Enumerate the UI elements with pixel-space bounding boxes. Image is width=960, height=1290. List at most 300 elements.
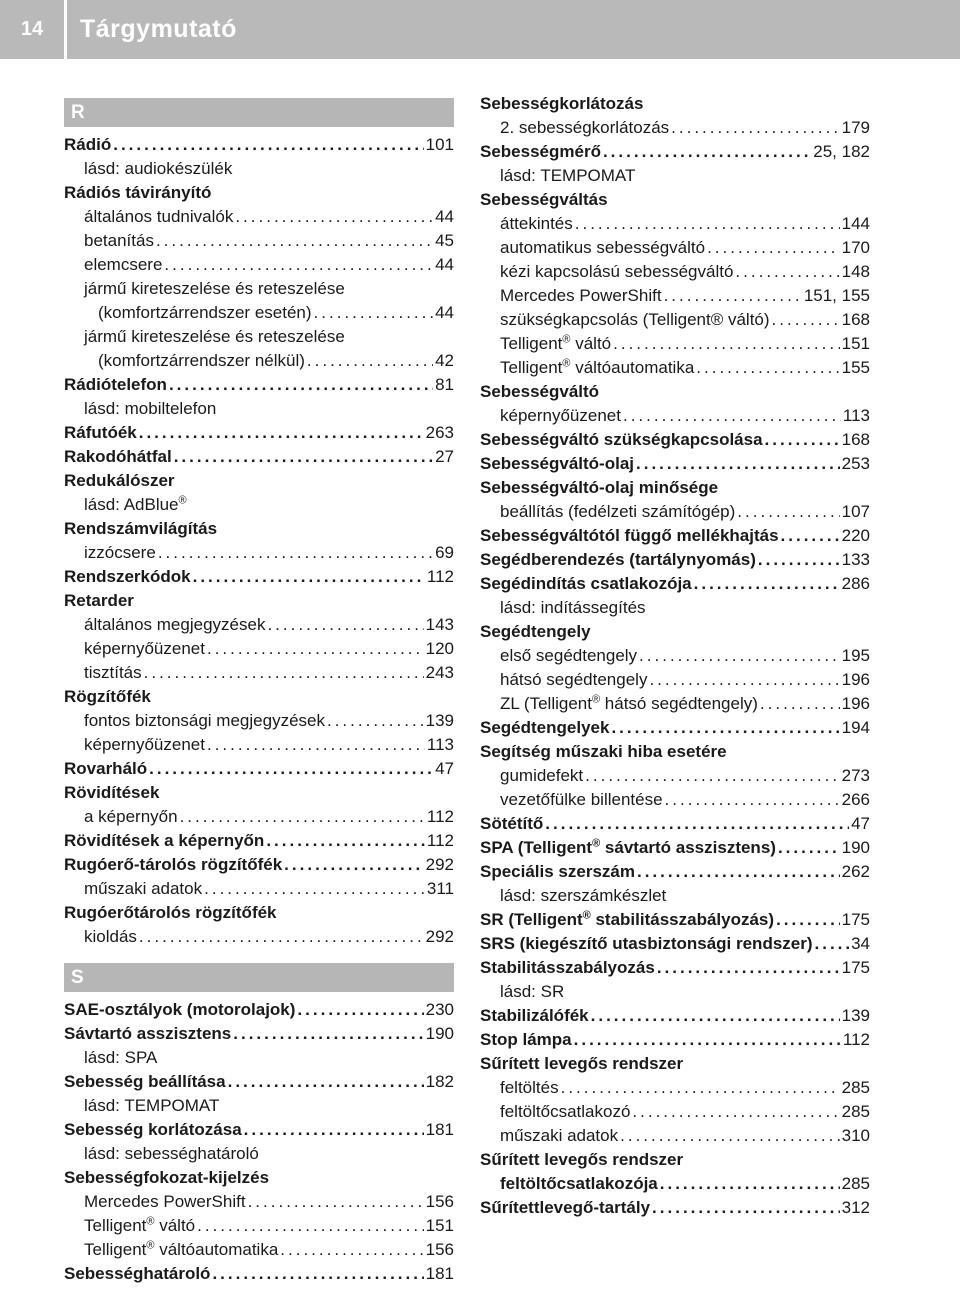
index-term-text: Sebességhatároló bbox=[64, 1264, 211, 1283]
index-entry[interactable] bbox=[64, 1214, 454, 1238]
index-entry[interactable] bbox=[64, 277, 454, 301]
index-term-text: vezetőfülke billentése bbox=[500, 790, 663, 809]
index-entry[interactable] bbox=[480, 740, 870, 764]
index-section-letter: R bbox=[64, 98, 454, 127]
index-term-text-cont: váltó bbox=[154, 1216, 196, 1235]
page-reference[interactable]: 151 bbox=[841, 334, 870, 353]
index-entry[interactable] bbox=[64, 469, 454, 493]
index-term-text-cont: váltó bbox=[570, 334, 612, 353]
dot-leader bbox=[665, 788, 840, 812]
index-entry[interactable] bbox=[64, 181, 454, 205]
index-entry[interactable] bbox=[480, 380, 870, 404]
index-entry[interactable] bbox=[480, 308, 870, 332]
index-term bbox=[84, 805, 178, 829]
dot-leader bbox=[623, 404, 841, 428]
dot-leader bbox=[636, 452, 840, 476]
index-entry[interactable] bbox=[64, 157, 454, 181]
index-entry[interactable] bbox=[480, 1100, 870, 1124]
page-reference[interactable]: 190 bbox=[425, 1024, 454, 1043]
dot-leader bbox=[758, 548, 840, 572]
index-entry[interactable] bbox=[64, 733, 454, 757]
index-entry[interactable] bbox=[64, 998, 454, 1022]
index-entry[interactable] bbox=[64, 205, 454, 229]
dot-leader bbox=[139, 925, 424, 949]
index-term bbox=[84, 1046, 157, 1070]
page-reference[interactable]: 285 bbox=[841, 1174, 870, 1193]
index-entry[interactable] bbox=[480, 332, 870, 356]
dot-leader bbox=[660, 1172, 840, 1196]
page-reference[interactable]: 286 bbox=[841, 574, 870, 593]
index-entry[interactable] bbox=[64, 1094, 454, 1118]
index-term bbox=[480, 548, 756, 572]
page-reference[interactable]: 112 bbox=[426, 567, 454, 586]
index-entry[interactable] bbox=[64, 253, 454, 277]
index-term bbox=[84, 157, 232, 181]
index-term bbox=[480, 1004, 589, 1028]
index-entry[interactable] bbox=[64, 349, 454, 373]
index-entry[interactable] bbox=[480, 812, 870, 836]
page-reference[interactable]: 168 bbox=[841, 310, 870, 329]
index-term bbox=[64, 1262, 210, 1286]
index-entry[interactable] bbox=[480, 260, 870, 284]
page-reference[interactable]: 292 bbox=[425, 927, 454, 946]
index-entry[interactable] bbox=[480, 476, 870, 500]
index-entry[interactable] bbox=[480, 692, 870, 716]
page-reference[interactable]: 263 bbox=[425, 423, 454, 442]
index-term-text-cont: hátsó segédtengely) bbox=[600, 694, 758, 713]
dot-leader bbox=[613, 332, 840, 356]
index-term-text: ZL (Telligent bbox=[500, 694, 592, 713]
page-reference[interactable]: 148 bbox=[841, 262, 870, 281]
page-reference[interactable]: 310 bbox=[841, 1126, 870, 1145]
page-reference[interactable]: 34 bbox=[851, 934, 870, 953]
index-term bbox=[480, 812, 543, 836]
index-entry[interactable] bbox=[64, 685, 454, 709]
page-number: 14 bbox=[20, 18, 44, 40]
page-reference[interactable]: 266 bbox=[841, 790, 870, 809]
page-reference[interactable]: 179 bbox=[841, 118, 870, 137]
index-column-right bbox=[480, 92, 870, 1220]
page-reference[interactable]: 139 bbox=[425, 711, 454, 730]
index-term-text: Segédindítás csatlakozója bbox=[480, 574, 692, 593]
index-entry[interactable] bbox=[64, 805, 454, 829]
index-term bbox=[500, 212, 573, 236]
index-column-left bbox=[64, 92, 454, 1286]
page-reference[interactable]: 113 bbox=[842, 406, 870, 425]
index-entry[interactable] bbox=[64, 637, 454, 661]
index-entry[interactable] bbox=[480, 116, 870, 140]
dot-leader bbox=[671, 116, 839, 140]
index-term-text: feltöltés bbox=[500, 1078, 559, 1097]
index-term bbox=[500, 596, 646, 620]
index-term bbox=[500, 500, 735, 524]
index-entry[interactable] bbox=[480, 1004, 870, 1028]
index-entry[interactable] bbox=[64, 1166, 454, 1190]
index-term bbox=[84, 661, 142, 685]
index-term bbox=[500, 1076, 559, 1100]
page-reference[interactable]: 112 bbox=[426, 831, 454, 850]
index-entry[interactable] bbox=[64, 853, 454, 877]
page-reference[interactable]: 107 bbox=[841, 502, 870, 521]
index-entry[interactable] bbox=[64, 661, 454, 685]
index-entry[interactable] bbox=[480, 524, 870, 548]
index-entry[interactable] bbox=[480, 188, 870, 212]
index-entry[interactable] bbox=[480, 1076, 870, 1100]
index-term-text: Stabilitásszabályozás bbox=[480, 958, 655, 977]
index-term-text-cont: váltóautomatika bbox=[570, 358, 695, 377]
page-reference[interactable]: 168 bbox=[841, 430, 870, 449]
index-term-text: általános megjegyzések bbox=[84, 615, 266, 634]
index-entry[interactable] bbox=[480, 1028, 870, 1052]
index-term-text: SAE-osztályok (motorolajok) bbox=[64, 1000, 296, 1019]
index-term bbox=[64, 421, 137, 445]
index-entry[interactable] bbox=[480, 716, 870, 740]
dot-leader bbox=[632, 1100, 839, 1124]
index-term-text: lásd: TEMPOMAT bbox=[84, 1096, 220, 1115]
index-term bbox=[480, 380, 599, 404]
header-divider bbox=[64, 0, 67, 59]
index-term bbox=[64, 589, 134, 613]
page-reference[interactable]: 311 bbox=[426, 879, 454, 898]
index-entry[interactable] bbox=[480, 356, 870, 380]
index-term-text: Sebességfokozat-kijelzés bbox=[64, 1168, 270, 1187]
index-entry[interactable] bbox=[480, 980, 870, 1004]
page-reference[interactable]: 170 bbox=[841, 238, 870, 257]
index-term bbox=[64, 373, 167, 397]
page-reference[interactable]: 27 bbox=[435, 447, 454, 466]
index-entry[interactable] bbox=[64, 781, 454, 805]
index-term bbox=[500, 1172, 658, 1196]
dot-leader bbox=[327, 709, 424, 733]
dot-leader bbox=[297, 998, 423, 1022]
index-entry[interactable] bbox=[480, 620, 870, 644]
page-reference[interactable]: 182 bbox=[425, 1072, 454, 1091]
page-reference[interactable]: 194 bbox=[841, 718, 870, 737]
index-entry[interactable] bbox=[64, 757, 454, 781]
index-term-text: Rádiótelefon bbox=[64, 375, 167, 394]
index-term-text: feltöltőcsatlakozó bbox=[500, 1102, 631, 1121]
index-term-text: automatikus sebességváltó bbox=[500, 238, 706, 257]
index-entry[interactable] bbox=[64, 877, 454, 901]
index-term-text: Retarder bbox=[64, 591, 134, 610]
index-term-text: Sebesség korlátozása bbox=[64, 1120, 242, 1139]
index-entry[interactable] bbox=[480, 284, 870, 308]
registered-mark: ® bbox=[592, 837, 601, 850]
dot-leader bbox=[735, 260, 839, 284]
dot-leader bbox=[696, 356, 839, 380]
page-reference[interactable]: 195 bbox=[841, 646, 870, 665]
page-reference[interactable]: 196 bbox=[841, 694, 870, 713]
page-reference[interactable]: 144 bbox=[841, 214, 870, 233]
index-term-text: Rendszerkódok bbox=[64, 567, 191, 586]
index-entry[interactable] bbox=[64, 1046, 454, 1070]
index-entry[interactable] bbox=[480, 668, 870, 692]
index-entry[interactable] bbox=[64, 1022, 454, 1046]
index-entry[interactable] bbox=[64, 229, 454, 253]
index-term bbox=[84, 493, 187, 517]
index-term-text: Sebességváltó-olaj minősége bbox=[480, 478, 719, 497]
index-entry[interactable] bbox=[64, 445, 454, 469]
dot-leader bbox=[778, 836, 840, 860]
index-entry[interactable] bbox=[64, 709, 454, 733]
dot-leader bbox=[280, 1238, 423, 1262]
index-term-text: Sebességmérő bbox=[480, 142, 601, 161]
index-entry[interactable] bbox=[480, 644, 870, 668]
page-reference[interactable]: 155 bbox=[841, 358, 870, 377]
index-term bbox=[480, 1196, 650, 1220]
index-term-text: Rögzítőfék bbox=[64, 687, 151, 706]
page-reference[interactable]: 151, 155 bbox=[803, 286, 870, 305]
index-term bbox=[500, 236, 705, 260]
page-reference[interactable]: 139 bbox=[841, 1006, 870, 1025]
index-entry[interactable] bbox=[480, 932, 870, 956]
index-term bbox=[64, 781, 159, 805]
index-term bbox=[500, 644, 637, 668]
page-reference[interactable]: 81 bbox=[435, 375, 454, 394]
index-term-text: Rövidítések bbox=[64, 783, 160, 802]
index-term-text: általános tudnivalók bbox=[84, 207, 234, 226]
index-term-text: áttekintés bbox=[500, 214, 573, 233]
index-entry[interactable] bbox=[64, 1238, 454, 1262]
index-entry[interactable] bbox=[480, 92, 870, 116]
page-reference[interactable]: 196 bbox=[841, 670, 870, 689]
index-term-text: Rugóerő-tárolós rögzítőfék bbox=[64, 855, 283, 874]
index-entry[interactable] bbox=[64, 1118, 454, 1142]
index-term-text: Mercedes PowerShift bbox=[84, 1192, 246, 1211]
index-term bbox=[500, 692, 758, 716]
page-reference[interactable]: 151 bbox=[425, 1216, 454, 1235]
index-entry[interactable] bbox=[64, 373, 454, 397]
dot-leader bbox=[561, 1076, 840, 1100]
index-term bbox=[480, 860, 635, 884]
index-entry[interactable] bbox=[64, 925, 454, 949]
index-entry[interactable] bbox=[480, 1196, 870, 1220]
dot-leader bbox=[212, 1262, 423, 1286]
index-entry[interactable] bbox=[480, 884, 870, 908]
index-term bbox=[84, 397, 216, 421]
page-reference[interactable]: 47 bbox=[435, 759, 454, 778]
registered-mark: ® bbox=[146, 1215, 155, 1228]
page-reference[interactable]: 230 bbox=[425, 1000, 454, 1019]
index-entry[interactable] bbox=[480, 956, 870, 980]
index-term bbox=[64, 469, 175, 493]
page-reference[interactable]: 262 bbox=[841, 862, 870, 881]
index-term-text: kioldás bbox=[84, 927, 137, 946]
page-reference[interactable]: 42 bbox=[435, 351, 454, 370]
index-entry[interactable] bbox=[64, 565, 454, 589]
page-reference[interactable]: 175 bbox=[841, 958, 870, 977]
index-term-text: lásd: szerszámkészlet bbox=[500, 886, 667, 905]
registered-mark: ® bbox=[146, 1239, 155, 1252]
index-entry[interactable] bbox=[480, 428, 870, 452]
page-reference[interactable]: 133 bbox=[841, 550, 870, 569]
index-entry[interactable] bbox=[64, 613, 454, 637]
index-term-text: képernyőüzenet bbox=[84, 639, 205, 658]
index-term bbox=[84, 733, 205, 757]
index-entry[interactable] bbox=[64, 1070, 454, 1094]
index-entry[interactable] bbox=[64, 589, 454, 613]
index-term bbox=[480, 836, 776, 860]
index-entry[interactable] bbox=[480, 836, 870, 860]
index-term-text: Sebességváltó bbox=[480, 382, 600, 401]
index-term bbox=[480, 524, 779, 548]
index-entry[interactable] bbox=[480, 548, 870, 572]
dot-leader bbox=[314, 301, 434, 325]
index-entry[interactable] bbox=[64, 1190, 454, 1214]
index-term-text: Sebességkorlátozás bbox=[480, 94, 644, 113]
index-entry[interactable] bbox=[480, 1148, 870, 1172]
index-entry[interactable] bbox=[480, 236, 870, 260]
index-term-text-cont: váltóautomatika bbox=[154, 1240, 279, 1259]
index-term-text: Rugóerőtárolós rögzítőfék bbox=[64, 903, 277, 922]
dot-leader bbox=[164, 253, 433, 277]
index-entry[interactable] bbox=[64, 301, 454, 325]
index-entry[interactable] bbox=[480, 572, 870, 596]
dot-leader bbox=[174, 445, 433, 469]
index-term bbox=[500, 308, 770, 332]
dot-leader bbox=[144, 661, 424, 685]
index-entry[interactable] bbox=[480, 212, 870, 236]
index-term-text: Redukálószer bbox=[64, 471, 175, 490]
index-term-text: tisztítás bbox=[84, 663, 142, 682]
index-term bbox=[480, 740, 727, 764]
page-reference[interactable]: 69 bbox=[435, 543, 454, 562]
page-reference[interactable]: 101 bbox=[425, 135, 454, 154]
page-reference[interactable]: 292 bbox=[425, 855, 454, 874]
index-term-text: Ráfutóék bbox=[64, 423, 137, 442]
index-entry[interactable] bbox=[480, 908, 870, 932]
index-entry[interactable] bbox=[64, 829, 454, 853]
index-term-text: lásd: indítássegítés bbox=[500, 598, 646, 617]
index-term-text: lásd: mobiltelefon bbox=[84, 399, 217, 418]
index-term-text: elemcsere bbox=[84, 255, 163, 274]
index-term-text: Segédberendezés (tartálynyomás) bbox=[480, 550, 756, 569]
index-term bbox=[64, 517, 217, 541]
index-entry[interactable] bbox=[480, 860, 870, 884]
index-term bbox=[500, 1124, 618, 1148]
index-entry[interactable] bbox=[480, 788, 870, 812]
dot-leader bbox=[207, 637, 424, 661]
index-term bbox=[500, 980, 564, 1004]
index-term bbox=[500, 332, 611, 356]
index-term-text: lásd: AdBlue bbox=[84, 495, 179, 514]
index-term-text: Rádió bbox=[64, 135, 112, 154]
page-reference[interactable]: 47 bbox=[851, 814, 870, 833]
index-entry[interactable] bbox=[480, 452, 870, 476]
dot-leader bbox=[765, 428, 840, 452]
dot-leader bbox=[113, 133, 423, 157]
index-entry[interactable] bbox=[480, 596, 870, 620]
dot-leader bbox=[585, 764, 839, 788]
page-reference[interactable]: 273 bbox=[841, 766, 870, 785]
index-entry[interactable] bbox=[64, 421, 454, 445]
index-term bbox=[500, 788, 663, 812]
index-section-letter: S bbox=[64, 963, 454, 992]
index-term bbox=[480, 140, 601, 164]
index-entry[interactable] bbox=[480, 500, 870, 524]
page-reference[interactable]: 220 bbox=[841, 526, 870, 545]
index-term bbox=[64, 853, 282, 877]
index-term-text: izzócsere bbox=[84, 543, 156, 562]
index-term bbox=[84, 1094, 219, 1118]
index-term-text: első segédtengely bbox=[500, 646, 638, 665]
index-entry[interactable] bbox=[64, 517, 454, 541]
page-reference[interactable]: 181 bbox=[425, 1120, 454, 1139]
page-reference[interactable]: 312 bbox=[841, 1198, 870, 1217]
index-term-text: Rakodóhátfal bbox=[64, 447, 172, 466]
dot-leader bbox=[139, 421, 424, 445]
index-entry[interactable] bbox=[64, 397, 454, 421]
page-reference[interactable]: 44 bbox=[435, 255, 454, 274]
page-reference[interactable]: 243 bbox=[425, 663, 454, 682]
index-entry[interactable] bbox=[480, 1052, 870, 1076]
index-entry[interactable] bbox=[480, 404, 870, 428]
index-term bbox=[84, 277, 345, 301]
page-reference[interactable]: 156 bbox=[425, 1192, 454, 1211]
index-entry[interactable] bbox=[480, 764, 870, 788]
dot-leader bbox=[611, 716, 839, 740]
index-term-text: lásd: audiokészülék bbox=[84, 159, 233, 178]
page-reference[interactable]: 112 bbox=[426, 807, 454, 826]
page-reference[interactable]: 113 bbox=[426, 735, 454, 754]
index-term bbox=[84, 637, 205, 661]
index-term bbox=[64, 757, 147, 781]
page-reference[interactable]: 120 bbox=[425, 639, 454, 658]
page-reference[interactable]: 190 bbox=[841, 838, 870, 857]
index-entry[interactable] bbox=[64, 541, 454, 565]
dot-leader bbox=[776, 908, 840, 932]
index-entry[interactable] bbox=[64, 493, 454, 517]
index-entry[interactable] bbox=[64, 901, 454, 925]
page-reference[interactable]: 143 bbox=[425, 615, 454, 634]
page-reference[interactable]: 285 bbox=[841, 1102, 870, 1121]
index-term bbox=[480, 956, 655, 980]
index-entry[interactable] bbox=[480, 1124, 870, 1148]
page-reference[interactable]: 112 bbox=[842, 1030, 870, 1049]
index-term bbox=[84, 1238, 278, 1262]
index-entry[interactable] bbox=[64, 325, 454, 349]
index-term-text: képernyőüzenet bbox=[500, 406, 621, 425]
page-reference[interactable]: 181 bbox=[425, 1264, 454, 1283]
page-reference[interactable]: 45 bbox=[435, 231, 454, 250]
index-entry[interactable] bbox=[480, 1172, 870, 1196]
index-entry[interactable] bbox=[480, 164, 870, 188]
index-entry[interactable] bbox=[64, 1142, 454, 1166]
index-term bbox=[84, 613, 265, 637]
index-term-text: Sávtartó asszisztens bbox=[64, 1024, 232, 1043]
index-term-text: 2. sebességkorlátozás bbox=[500, 118, 670, 137]
index-term-text: betanítás bbox=[84, 231, 154, 250]
page-reference[interactable]: 285 bbox=[841, 1078, 870, 1097]
index-term bbox=[480, 908, 774, 932]
page-reference[interactable]: 175 bbox=[841, 910, 870, 929]
index-entry[interactable] bbox=[64, 133, 454, 157]
page-reference[interactable]: 253 bbox=[841, 454, 870, 473]
page-reference[interactable]: 44 bbox=[435, 303, 454, 322]
page-reference[interactable]: 25, 182 bbox=[813, 142, 870, 161]
index-term bbox=[480, 716, 609, 740]
index-term bbox=[500, 764, 583, 788]
page-reference[interactable]: 156 bbox=[425, 1240, 454, 1259]
index-term-text: Segédtengely bbox=[480, 622, 591, 641]
page-reference[interactable]: 44 bbox=[435, 207, 454, 226]
index-entry[interactable] bbox=[480, 140, 870, 164]
index-term bbox=[98, 301, 312, 325]
index-term-text: SPA (Telligent bbox=[480, 838, 593, 857]
index-term-text: beállítás (fedélzeti számítógép) bbox=[500, 502, 736, 521]
index-term-text: lásd: TEMPOMAT bbox=[500, 166, 636, 185]
index-entry[interactable] bbox=[64, 1262, 454, 1286]
